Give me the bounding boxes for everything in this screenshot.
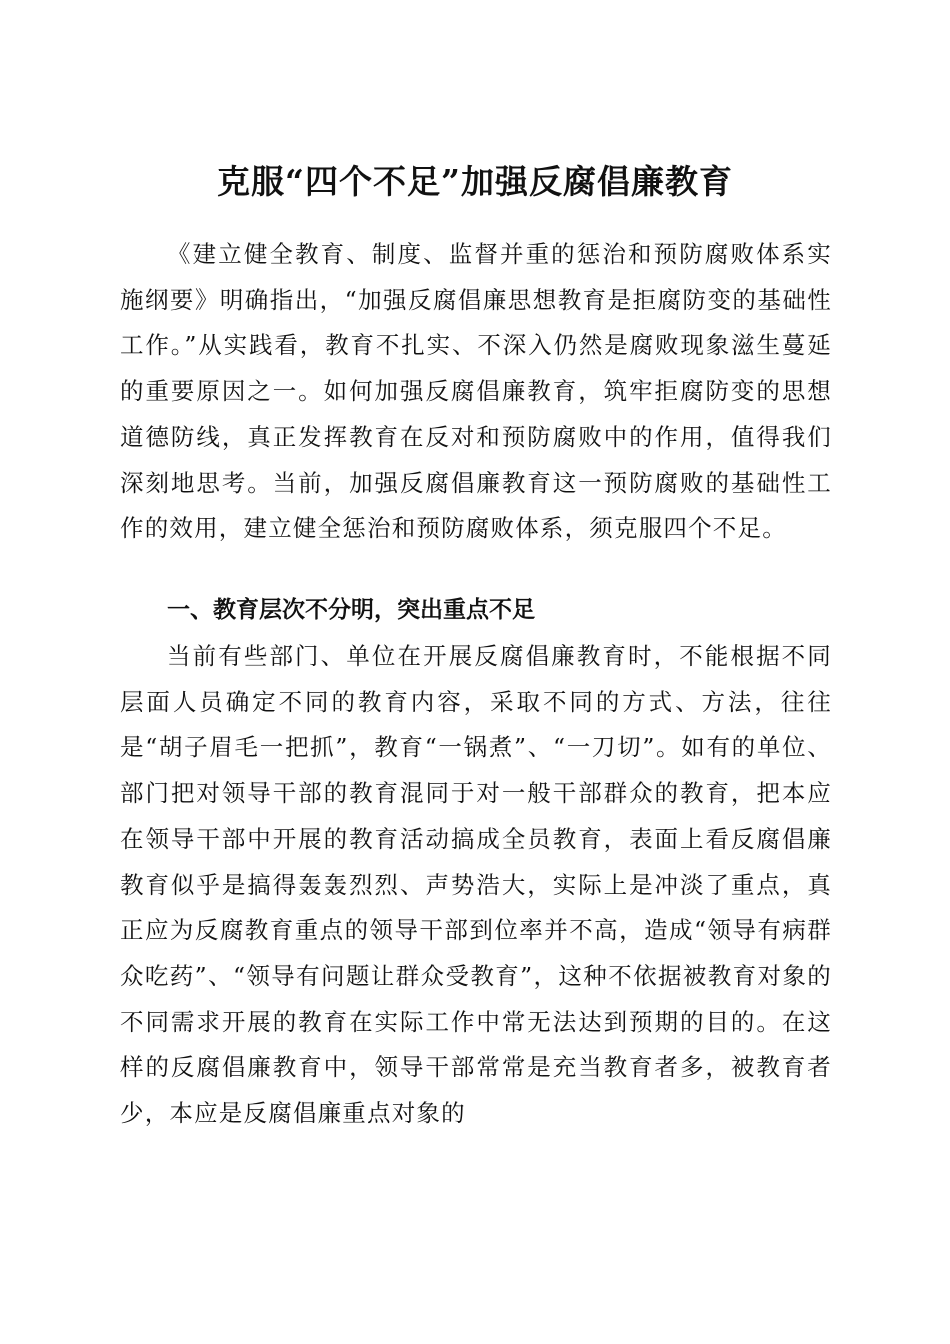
intro-paragraph: 《建立健全教育、制度、监督并重的惩治和预防腐败体系实施纲要》明确指出，“加强反腐倡廉思想教育是拒腐防变的基础性工作。”从实践看，教育不扎实、不深入仍然是腐败现象滋生蔓延的重要原因之一。如何加强反腐倡廉教育，筑牢拒腐防变的思想道德防线，真正发挥教育在反对和预防腐败中的作用，值得我们深刻地思考。当前，加强反腐倡廉教育这一预防腐败的基础性工作的效用，建立健全惩治和预防腐败体系，须克服四个不足。 xyxy=(120,240,832,543)
section-heading: 一、教育层次不分明，突出重点不足 xyxy=(167,597,535,623)
section-paragraph: 当前有些部门、单位在开展反腐倡廉教育时，不能根据不同层面人员确定不同的教育内容，采取不同的方式、方法，往往是“胡子眉毛一把抓”，教育“一锅煮”、“一刀切”。如有的单位、部门把对领导干部的教育混同于对一般干部群众的教育，把本应在领导干部中开展的教育活动搞成全员教育，表面上看反腐倡廉教育似乎是搞得轰轰烈烈、声势浩大，实际上是冲淡了重点，真正应为反腐教育重点的领导干部到位率并不高，造成“领导有病群众吃药”、“领导有问题让群众受教育”，这种不依据被教育对象的不同需求开展的教育在实际工作中常无法达到预期的目的。在这样的反腐倡廉教育中，领导干部常常是充当教育者多，被教育者少，本应是反腐倡廉重点对象的 xyxy=(120,642,832,1128)
document-title: 克服“四个不足”加强反腐倡廉教育 xyxy=(217,162,733,202)
